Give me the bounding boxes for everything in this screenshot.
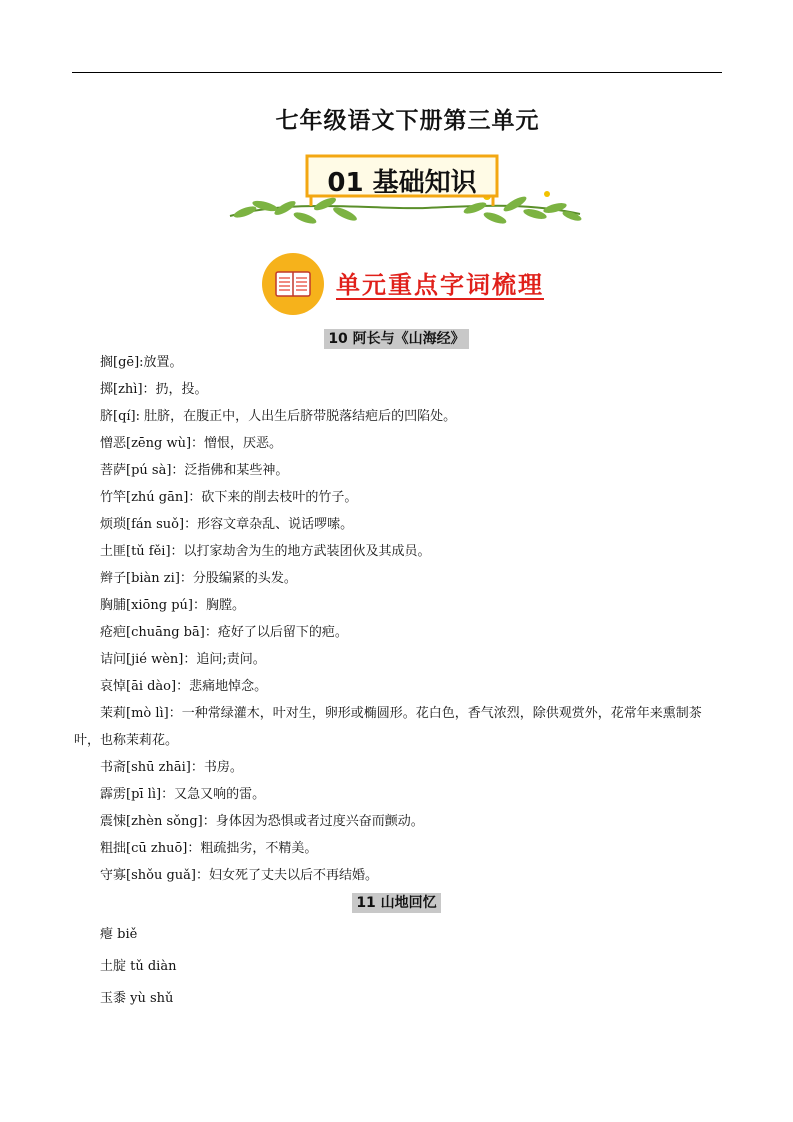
vocab-entry: 书斋[shū zhāi]：书房。 [100, 760, 243, 775]
vocab-entry: 霹雳[pī lì]：又急又响的雷。 [100, 787, 266, 802]
vocab-entry: 掷[zhì]：扔，投。 [100, 382, 208, 397]
vocab-entry: 辫子[biàn zi]：分股编紧的头发。 [100, 571, 297, 586]
vocab-entry: 胸脯[xiōng pú]：胸膛。 [100, 598, 245, 613]
vocab-entry: 震悚[zhèn sǒng]：身体因为恐惧或者过度兴奋而颤动。 [100, 814, 424, 829]
vocab-entry: 诘问[jié wèn]：追问;责问。 [100, 652, 266, 667]
vocab-entry: 哀悼[āi dào]：悲痛地悼念。 [100, 679, 268, 694]
vocab-entry: 烦琐[fán suǒ]：形容文章杂乱、说话啰嗦。 [100, 517, 354, 532]
vocab-entry: 守寡[shǒu guǎ]：妇女死了丈夫以后不再结婚。 [100, 868, 378, 883]
vocab-entry: 粗拙[cū zhuō]：粗疏拙劣，不精美。 [100, 841, 318, 856]
vocab-entry: 土腚 tǔ diàn [100, 959, 177, 974]
book-icon [262, 253, 324, 315]
vocab-entry: 憎恶[zēng wù]：憎恨，厌恶。 [100, 436, 283, 451]
vocab-entry: 竹竿[zhú gān]：砍下来的削去枝叶的竹子。 [100, 490, 358, 505]
vocab-entry: 菩萨[pú sà]：泛指佛和某些神。 [100, 463, 289, 478]
lesson-11-heading: 11 山地回忆 [0, 892, 793, 912]
vocab-entry: 脐[qí]: 肚脐，在腹正中，人出生后脐带脱落结疤后的凹陷处。 [100, 409, 457, 424]
vocab-entry: 搁[gē]:放置。 [100, 355, 183, 370]
header-rule [72, 72, 722, 73]
section-title: 单元重点字词梳理 [336, 271, 544, 299]
banner-label: 01 基础知识 [327, 168, 477, 198]
vocab-entry: 玉黍 yù shǔ [100, 991, 174, 1006]
lesson-10-heading: 10 阿长与《山海经》 [0, 328, 793, 348]
vocab-entry: 疮疤[chuāng bā]：疮好了以后留下的疤。 [100, 625, 348, 640]
vocab-entry: 茉莉[mò lì]：一种常绿灌木，叶对生，卵形或椭圆形。花白色，香气浓烈，除供观赏外，花常年来熏制茶叶，也称茉莉花。 [74, 706, 702, 748]
section-banner [225, 148, 585, 238]
vocab-entry: 土匪[tǔ fěi]：以打家劫舍为生的地方武装团伙及其成员。 [100, 544, 431, 559]
page-title: 七年级语文下册第三单元 [275, 108, 540, 134]
vocab-entry: 瘪 biě [100, 927, 138, 942]
section-header [262, 253, 562, 315]
